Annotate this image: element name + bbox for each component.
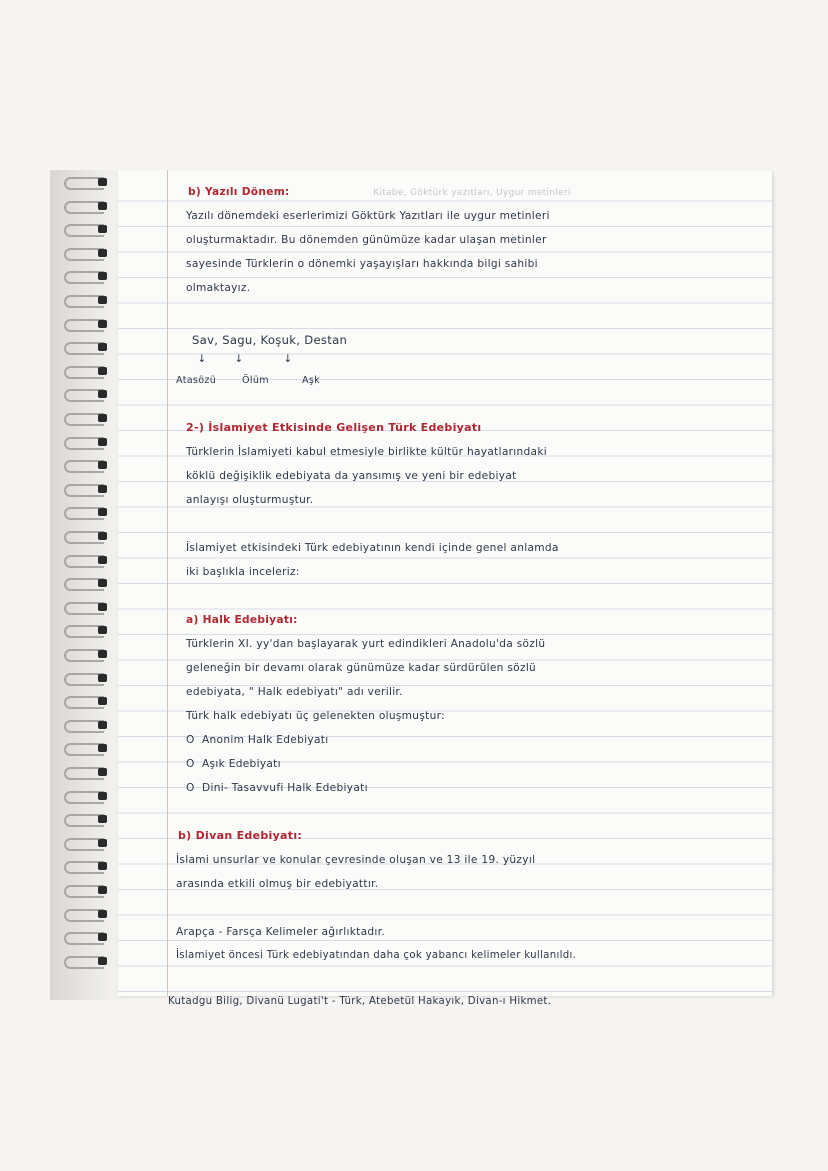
spiral-ring xyxy=(98,792,107,800)
divan-note-1: Arapça - Farsça Kelimeler ağırlıktadır. xyxy=(176,926,386,938)
spiral-ring xyxy=(98,178,107,186)
islamiyet-line-2: köklü değişiklik edebiyata da yansımış ve yeni bir edebiyat xyxy=(186,470,517,482)
spiral-ring xyxy=(98,603,107,611)
halk-line-3: edebiyata, " Halk edebiyatı" adı verilir. xyxy=(186,686,403,698)
terms-meanings xyxy=(176,370,716,392)
section-heading-halk: a) Halk Edebiyatı: xyxy=(186,614,298,626)
page-edge xyxy=(772,176,776,996)
yazili-line-2: oluşturmaktadır. Bu dönemden günümüze kadar ulaşan metinler xyxy=(186,234,547,246)
spiral-ring xyxy=(98,343,107,351)
intro-line-2: iki başlıkla inceleriz: xyxy=(186,566,300,578)
meaning-atasozu: Atasözü xyxy=(176,375,217,386)
spiral-ring xyxy=(98,933,107,941)
bleed-through-text: Kitabe, Göktürk yazıtları, Uygur metinleri xyxy=(373,188,571,198)
spiral-ring xyxy=(98,697,107,705)
spiral-ring xyxy=(98,202,107,210)
halk-line-1: Türklerin XI. yy'dan başlayarak yurt edindikleri Anadolu'da sözlü xyxy=(186,638,546,650)
list-item-text: Aşık Edebiyatı xyxy=(202,758,281,770)
handwritten-notes xyxy=(168,178,716,1014)
bullet-circle-icon: O xyxy=(186,734,195,746)
intro-line-1: İslamiyet etkisindeki Türk edebiyatının kendi içinde genel anlamda xyxy=(186,542,559,554)
spiral-binding xyxy=(58,176,118,996)
divan-line-2: arasında etkili olmuş bir edebiyattır. xyxy=(176,878,379,890)
halk-line-2: geleneğin bir devamı olarak günümüze kadar sürdürülen sözlü xyxy=(186,662,537,674)
arrow-down-icon: ↓ xyxy=(283,353,293,365)
spiral-ring xyxy=(98,626,107,634)
spiral-ring xyxy=(98,485,107,493)
spiral-ring xyxy=(98,674,107,682)
spiral-ring xyxy=(98,532,107,540)
list-item xyxy=(176,776,716,800)
spiral-ring xyxy=(98,862,107,870)
spiral-ring xyxy=(98,815,107,823)
yazili-line-4: olmaktayız. xyxy=(186,282,251,294)
islamiyet-line-3: anlayışı oluşturmuştur. xyxy=(186,494,314,506)
spiral-ring xyxy=(98,390,107,398)
arrow-down-icon: ↓ xyxy=(197,353,207,365)
terms-line: Sav, Sagu, Koşuk, Destan xyxy=(192,333,348,347)
halk-line-4: Türk halk edebiyatı üç gelenekten oluşmuştur: xyxy=(186,710,445,722)
bullet-circle-icon: O xyxy=(186,758,195,770)
spiral-ring xyxy=(98,579,107,587)
spiral-ring xyxy=(98,886,107,894)
spiral-ring xyxy=(98,508,107,516)
spiral-ring xyxy=(98,225,107,233)
spiral-ring xyxy=(98,957,107,965)
heading-text: b) Yazılı Dönem: xyxy=(188,186,290,198)
margin-line xyxy=(167,170,168,996)
spiral-ring xyxy=(98,367,107,375)
spiral-ring xyxy=(98,296,107,304)
meaning-ask: Aşk xyxy=(302,375,321,386)
spiral-ring xyxy=(98,249,107,257)
spiral-ring xyxy=(98,461,107,469)
spiral-ring xyxy=(98,272,107,280)
bullet-circle-icon: O xyxy=(186,782,195,794)
yazili-line-3: sayesinde Türklerin o dönemki yaşayışları hakkında bilgi sahibi xyxy=(186,258,538,270)
spiral-ring xyxy=(98,839,107,847)
divan-works: Kutadgu Bilig, Divanü Lugati't - Türk, Atebetül Hakayık, Divan-ı Hikmet. xyxy=(168,996,552,1007)
spiral-ring xyxy=(98,768,107,776)
spiral-ring xyxy=(98,414,107,422)
spiral-ring xyxy=(98,650,107,658)
section-heading-divan: b) Divan Edebiyatı: xyxy=(178,829,303,842)
spiral-ring xyxy=(98,556,107,564)
meaning-olum: Ölüm xyxy=(242,375,269,386)
terms-arrows xyxy=(176,352,716,370)
list-item-text: Anonim Halk Edebiyatı xyxy=(202,734,329,746)
section-heading-yazili xyxy=(176,180,716,204)
spiral-ring xyxy=(98,910,107,918)
section-heading-islamiyet: 2-) İslamiyet Etkisinde Gelişen Türk Edebiyatı xyxy=(186,421,482,434)
list-item-text: Dini- Tasavvufi Halk Edebiyatı xyxy=(202,782,368,794)
spiral-ring xyxy=(98,320,107,328)
list-item xyxy=(176,728,716,752)
yazili-line-1: Yazılı dönemdeki eserlerimizi Göktürk Yazıtları ile uygur metinleri xyxy=(186,210,550,222)
divan-note-2: İslamiyet öncesi Türk edebiyatından daha çok yabancı kelimeler kullanıldı. xyxy=(176,950,577,961)
spiral-ring xyxy=(98,721,107,729)
list-item xyxy=(176,752,716,776)
spiral-ring xyxy=(98,744,107,752)
spiral-ring xyxy=(98,438,107,446)
divan-line-1: İslami unsurlar ve konular çevresinde oluşan ve 13 ile 19. yüzyıl xyxy=(176,854,536,866)
arrow-down-icon: ↓ xyxy=(234,353,244,365)
islamiyet-line-1: Türklerin İslamiyeti kabul etmesiyle birlikte kültür hayatlarındaki xyxy=(186,446,548,458)
